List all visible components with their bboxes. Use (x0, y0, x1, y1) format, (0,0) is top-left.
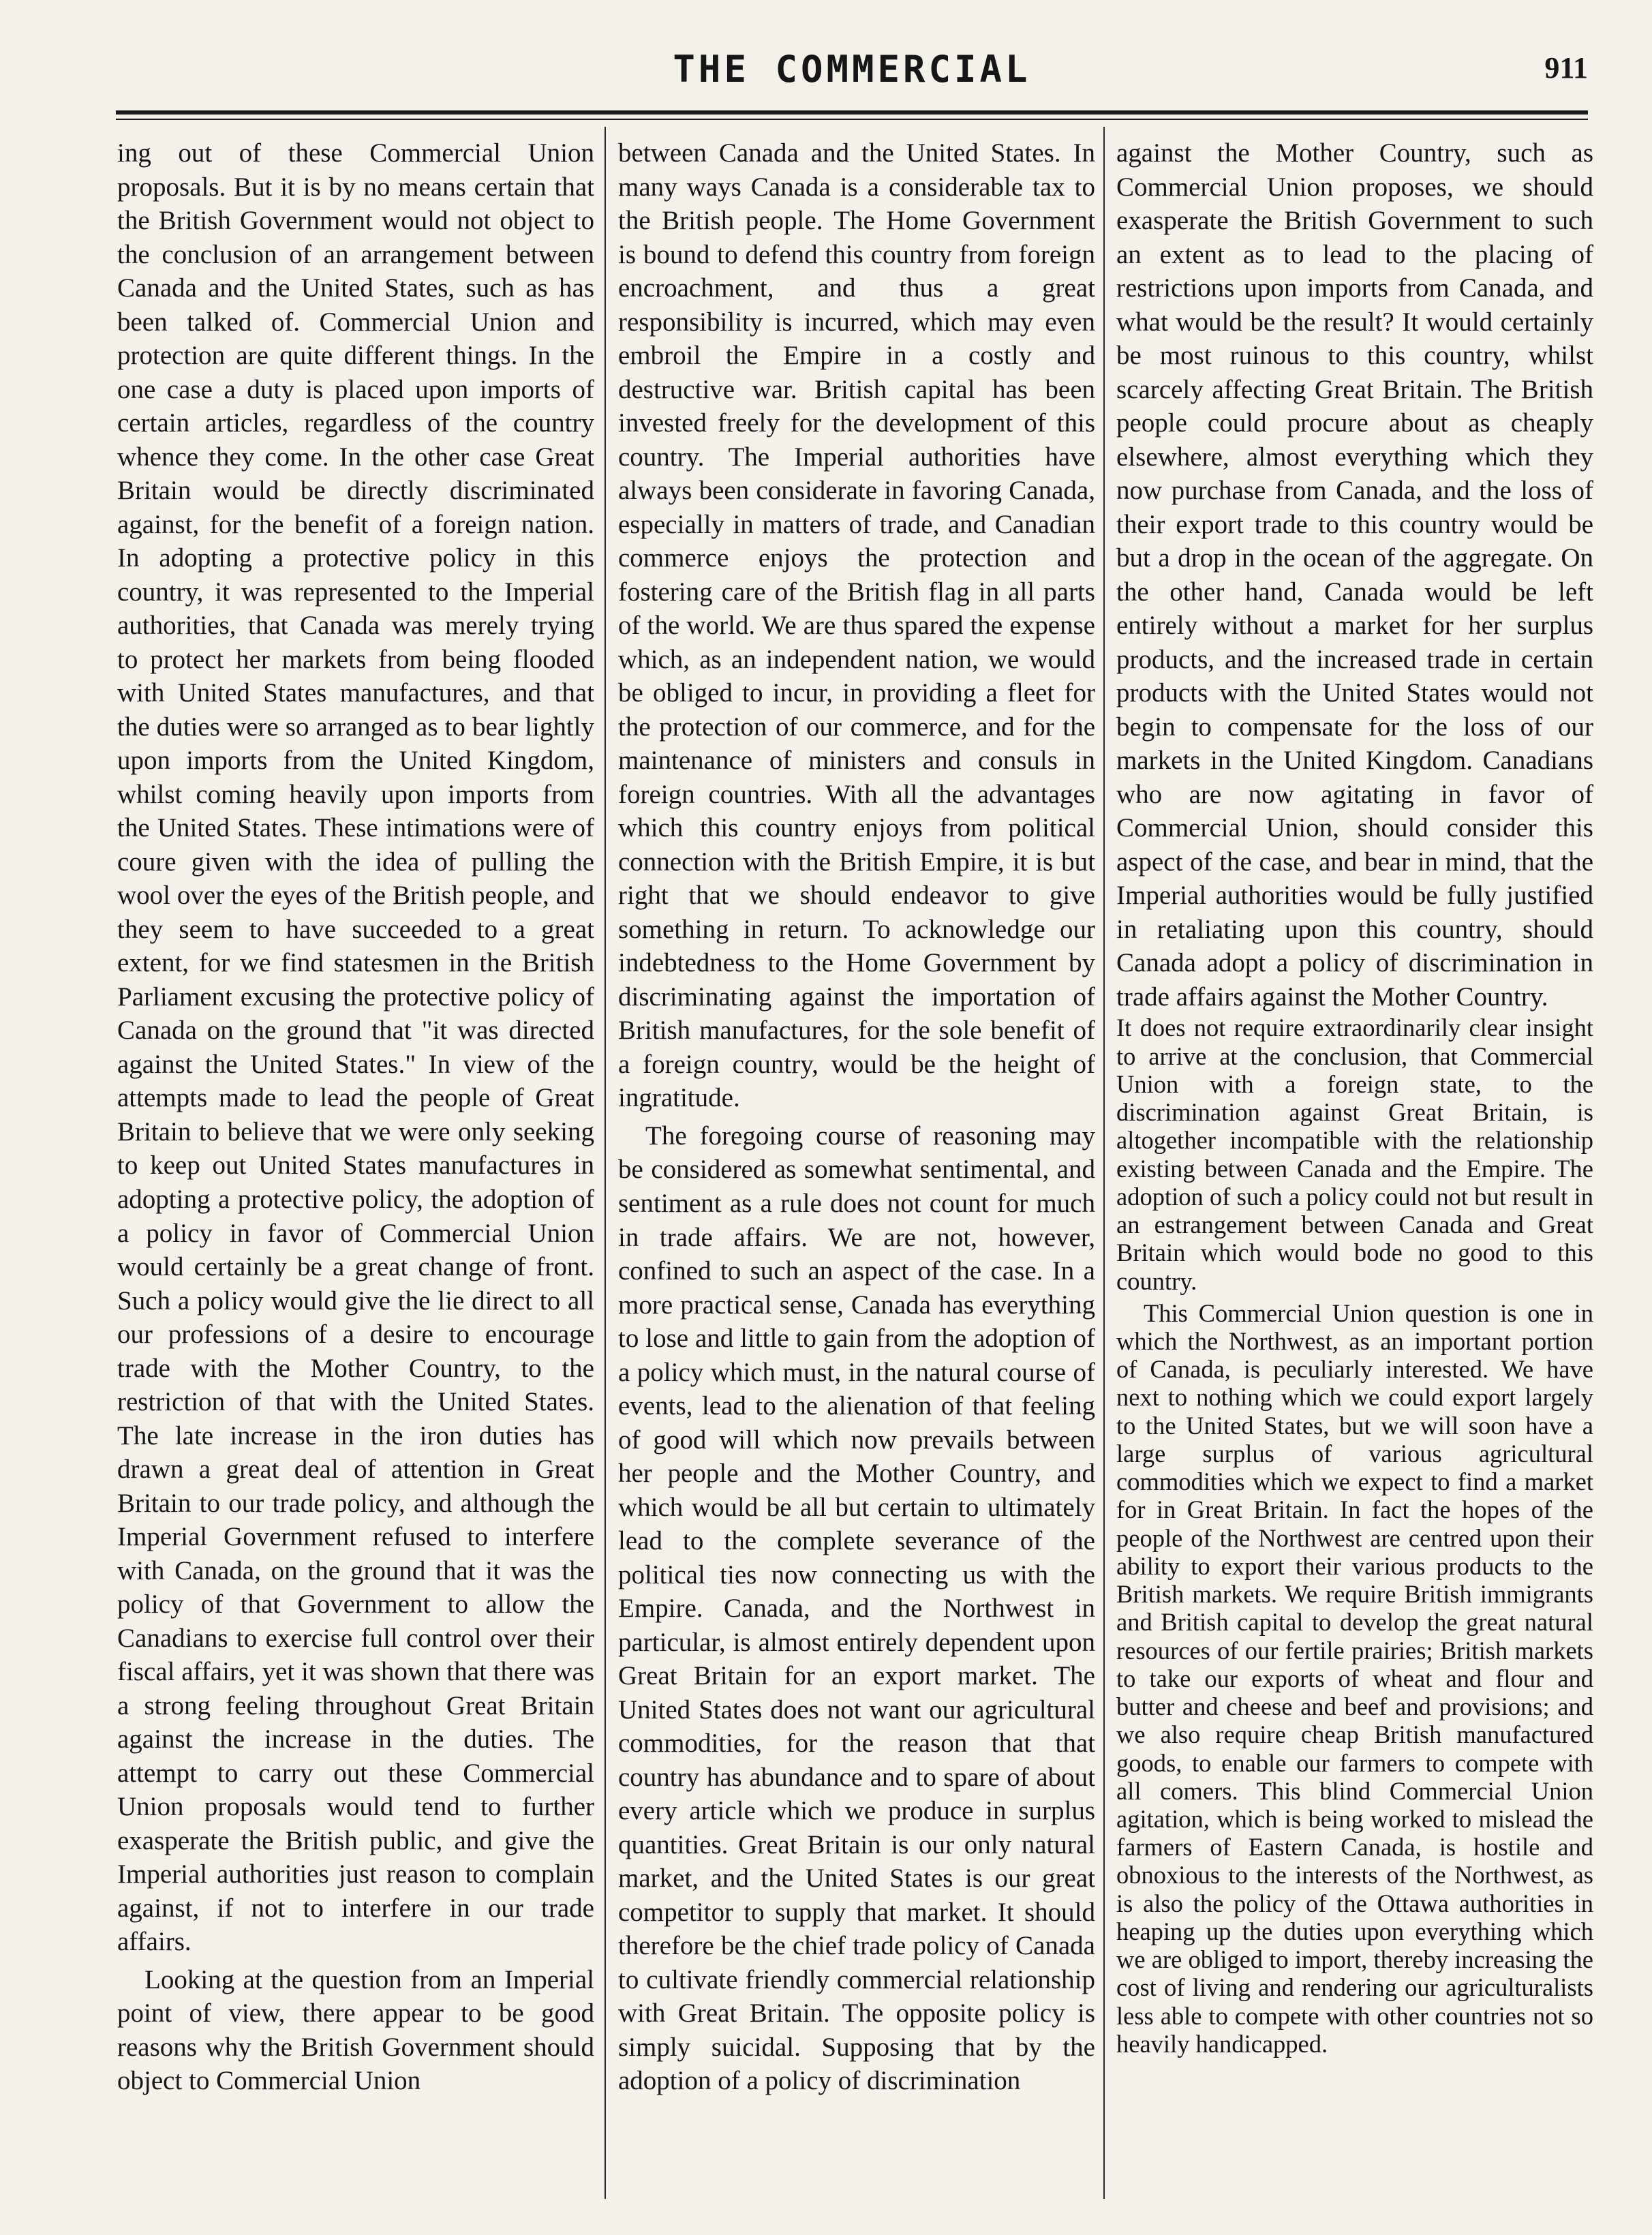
masthead-title: THE COMMERCIAL (673, 48, 1031, 91)
page-number: 911 (1544, 51, 1588, 85)
article-column-1 (117, 136, 594, 2098)
column-1-paragraph-2: Looking at the question from an Imperial point of view, there appear to be good reasons why the British Government should object to Commercial Union (117, 1964, 594, 2096)
header-rule-thin (116, 119, 1588, 120)
article-column-3 (1116, 136, 1593, 2058)
page-header (116, 48, 1588, 109)
column-divider-2 (1103, 127, 1105, 2199)
column-3-paragraph-1-continued: It does not require extraordinarily clear insight to arrive at the conclusion, that Commercial Union with a foreign state, to the discrimination against Great Britain, is altogether incompatible with the relationship existing between Canada and the Empire. The adoption of such a policy could not but result in an estrangement between Canada and Great Britain which would bode no good to this country. (1116, 1014, 1593, 1295)
column-3-paragraph-1: against the Mother Country, such as Commercial Union proposes, we should exasperate the British Government to such an extent as to lead to the placing of restrictions upon imports from Canada, and what would be the result? It would certainly be most ruinous to this country, whilst scarcely affecting Great Britain. The British people could procure about as cheaply elsewhere, almost everything which they now purchase from Canada, and the loss of their export trade to this country would be but a drop in the ocean of the aggregate. On the other hand, Canada would be left entirely without a market for her surplus products, and the increased trade in certain products with the United States would not begin to compensate for the loss of our markets in the United Kingdom. Canadians who are now agitating in favor of Commercial Union, should consider this aspect of the case, and bear in mind, that the Imperial authorities would be fully justified in retaliating upon this country, should Canada adopt a policy of discrimination in trade affairs against the Mother Country. (1116, 138, 1593, 1012)
column-3-paragraph-2: This Commercial Union question is one in which the Northwest, as an important portion of Canada, is peculiarly interested. We have next to nothing which we could export largely to the United States, but we will soon have a large surplus of various agricultural commodities which we expect to find a market for in Great Britain. In fact the hopes of the people of the Northwest are centred upon their ability to export their various products to the British markets. We require British immigrants and British capital to develop the great natural resources of our fertile prairies; British markets to take our exports of wheat and flour and butter and cheese and beef and provisions; and we also require cheap British manufactured goods, to enable our farmers to compete with all comers. This blind Commercial Union agitation, which is being worked to mislead the farmers of Eastern Canada, is hostile and obnoxious to the interests of the Northwest, as is also the policy of the Ottawa authorities in heaping up the duties upon everything which we are obliged to import, thereby increasing the cost of living and rendering our agriculturalists less able to compete with other countries not so heavily handicapped. (1116, 1298, 1593, 2058)
column-2-paragraph-2: The foregoing course of reasoning may be considered as somewhat sentimental, and sentiment as a rule does not count for much in trade affairs. We are not, however, confined to such an aspect of the case. In a more practical sense, Canada has everything to lose and little to gain from the adoption of a policy which must, in the natural course of events, lead to the alienation of that feeling of good will which now prevails between her people and the Mother Country, and which would be all but certain to ultimately lead to the complete severance of the political ties now connecting us with the Empire. Canada, and the Northwest in particular, is almost entirely dependent upon Great Britain for an export market. The United States does not want our agricultural commodities, for the reason that that country has abundance and to spare of about every article which we produce in surplus quantities. Great Britain is our only natural market, and the United States is our great competitor to supply that market. It should therefore be the chief trade policy of Canada to cultivate friendly commercial relationship with Great Britain. The opposite policy is simply suicidal. Supposing that by the adoption of a policy of discrimination (618, 1121, 1095, 2096)
header-rule-thick (116, 110, 1588, 115)
column-1-paragraph-1: ing out of these Commercial Union proposals. But it is by no means certain that the British Government would not object to the conclusion of an arrangement between Canada and the United States, such as has been talked of. Commercial Union and protection are quite different things. In the one case a duty is placed upon imports of certain articles, regardless of the country whence they come. In the other case Great Britain would be directly discriminated against, for the benefit of a foreign nation. In adopting a protective policy in this country, it was represented to the Imperial authorities, that Canada was merely trying to protect her markets from being flooded with United States manufactures, and that the duties were so arranged as to bear lightly upon imports from the United Kingdom, whilst coming heavily upon imports from the United States. These intimations were of coure given with the idea of pulling the wool over the eyes of the British people, and they seem to have succeeded to a great extent, for we find statesmen in the British Parliament excusing the protective policy of Canada on the ground that "it was directed against the United States." In view of the attempts made to lead the people of Great Britain to believe that we were only seeking to keep out United States manufactures in adopting a protective policy, the adoption of a policy in favor of Commercial Union would certainly be a great change of front. Such a policy would give the lie direct to all our professions of a desire to encourage trade with the Mother Country, to the restriction of that with the United States. The late increase in the iron duties has drawn a great deal of attention in Great Britain to our trade policy, and although the Imperial Government refused to interfere with Canada, on the ground that it was the policy of that Government to allow the Canadians to exercise full control over their fiscal affairs, yet it was shown that there was a strong feeling throughout Great Britain against the increase in the duties. The attempt to carry out these Commercial Union proposals would tend to further exasperate the British public, and give the Imperial authorities just reason to complain against, if not to interfere in our trade affairs. (117, 138, 594, 1957)
article-column-2 (618, 136, 1095, 2098)
column-divider-1 (605, 127, 606, 2199)
column-2-paragraph-1: between Canada and the United States. In many ways Canada is a considerable tax to the British people. The Home Government is bound to defend this country from foreign encroachment, and thus a great responsibility is incurred, which may even embroil the Empire in a costly and destructive war. British capital has been invested freely for the development of this country. The Imperial authorities have always been considerate in favoring Canada, especially in matters of trade, and Canadian commerce enjoys the protection and fostering care of the British flag in all parts of the world. We are thus spared the expense which, as an independent nation, we would be obliged to incur, in providing a fleet for the protection of our commerce, and for the maintenance of ministers and consuls in foreign countries. With all the advantages which this country enjoys from political connection with the British Empire, it is but right that we should endeavor to give something in return. To acknowledge our indebtedness to the Home Government by discriminating against the importation of British manufactures, for the sole benefit of a foreign country, would be the height of ingratitude. (618, 138, 1095, 1113)
